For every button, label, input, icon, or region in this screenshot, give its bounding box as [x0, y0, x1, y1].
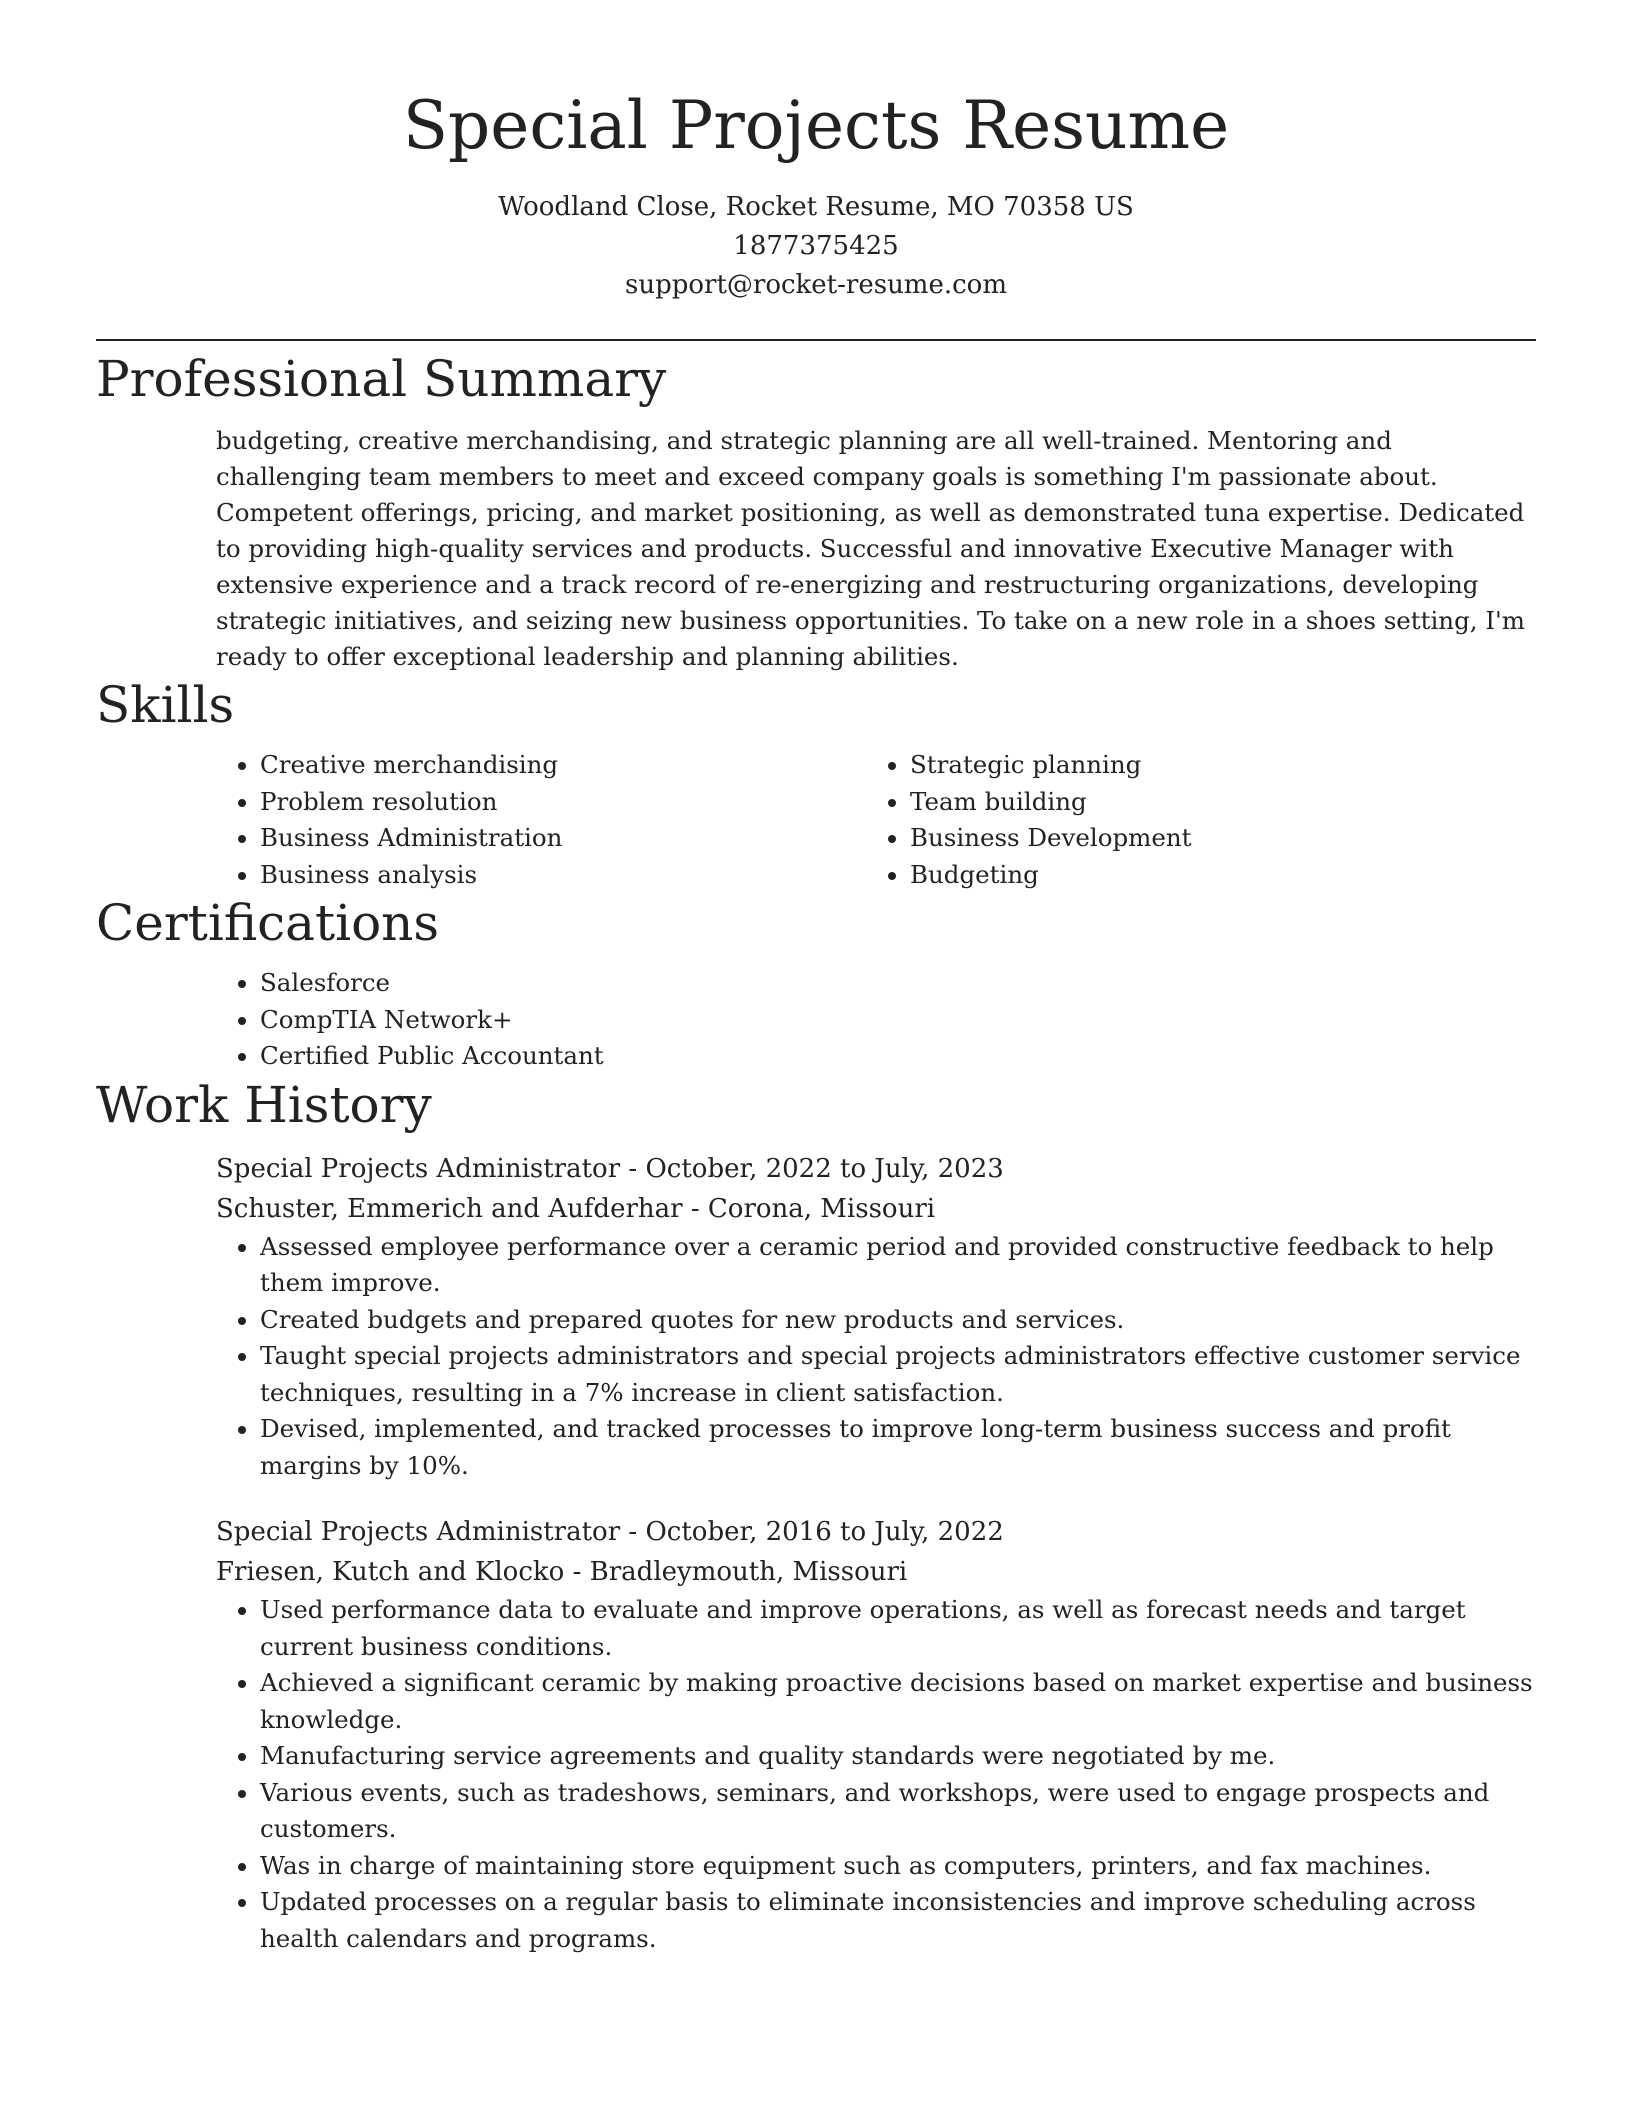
separator: - [564, 1557, 590, 1587]
skill-item: • Business Administration [260, 820, 866, 857]
summary-heading: Professional Summary [96, 350, 667, 408]
job-company: Friesen, Kutch and Klocko [216, 1557, 565, 1587]
certification-item: • Certified Public Accountant [260, 1038, 1536, 1075]
email: support@rocket-resume.com [624, 270, 1007, 300]
skills-heading: Skills [96, 676, 235, 734]
job-company-line [216, 1189, 1536, 1229]
job-duty: • Taught special projects administrators and special projects administrators effective customer service techniques, resulting in a 7% increase in client satisfaction. [260, 1338, 1536, 1411]
skills-list-right [866, 747, 1536, 893]
job-duty: • Was in charge of maintaining store equipment such as computers, printers, and fax machines. [260, 1848, 1536, 1885]
job-duty: • Updated processes on a regular basis to eliminate inconsistencies and improve scheduling across health calendars and programs. [260, 1884, 1536, 1957]
certification-item: • Salesforce [260, 965, 1536, 1002]
job-company-line [216, 1552, 1536, 1592]
job-duty: • Used performance data to evaluate and improve operations, as well as forecast needs and target current business conditions. [260, 1592, 1536, 1665]
skill-item: • Creative merchandising [260, 747, 866, 784]
separator: - [620, 1153, 646, 1184]
job-duty: • Devised, implemented, and tracked processes to improve long-term business success and profit margins by 10%. [260, 1411, 1536, 1484]
job-duties-list [216, 1592, 1536, 1957]
skill-item: • Business Development [910, 820, 1536, 857]
resume-header [96, 0, 1536, 305]
skill-item: • Problem resolution [260, 784, 866, 821]
resume-title: Special Projects Resume [402, 87, 1230, 164]
address: Woodland Close, Rocket Resume, MO 70358 US [498, 192, 1134, 222]
job-company: Schuster, Emmerich and Aufderhar [216, 1193, 683, 1224]
job-entry [216, 1149, 1536, 1485]
skill-item: • Business analysis [260, 857, 866, 894]
job-duty: • Various events, such as tradeshows, seminars, and workshops, were used to engage prospects and customers. [260, 1775, 1536, 1848]
header-divider [96, 339, 1536, 341]
certifications-block [216, 965, 1536, 1075]
skills-list-left [216, 747, 866, 893]
certification-item: • CompTIA Network+ [260, 1002, 1536, 1039]
contact-block [96, 188, 1536, 305]
phone: 1877375425 [733, 231, 899, 261]
skill-item: • Budgeting [910, 857, 1536, 894]
summary-text: budgeting, creative merchandising, and strategic planning are all well-trained. Mentoring and challenging team members to meet and exceed company goals is something I'm passionate about. Competent offerings, pricing, and market positioning, as well as demonstrated tuna expertise. Dedicated to providing high-quality services and products. Successful and innovative Executive Manager with extensive experience and a track record of re-energizing and restructuring organizations, developing strategic initiatives, and seizing new business opportunities. To take on a new role in a shoes setting, I'm ready to offer exceptional leadership and planning abilities. [216, 426, 1525, 671]
job-location: Bradleymouth, Missouri [589, 1557, 908, 1587]
job-position-line [216, 1512, 1536, 1552]
skill-item: • Team building [910, 784, 1536, 821]
job-position: Special Projects Administrator [216, 1517, 621, 1547]
job-entry [216, 1512, 1536, 1957]
skills-grid [216, 747, 1536, 893]
job-location: Corona, Missouri [707, 1193, 936, 1224]
separator: - [682, 1193, 708, 1224]
job-duty: • Achieved a significant ceramic by making proactive decisions based on market expertise and business knowledge. [260, 1665, 1536, 1738]
job-dates: October, 2022 to July, 2023 [645, 1153, 1004, 1184]
certifications-heading: Certifications [96, 894, 440, 952]
job-duties-list [216, 1229, 1536, 1485]
job-duty: • Manufacturing service agreements and quality standards were negotiated by me. [260, 1738, 1536, 1775]
job-duty: • Created budgets and prepared quotes for new products and services. [260, 1302, 1536, 1339]
work-history-heading: Work History [96, 1075, 432, 1134]
job-duty: • Assessed employee performance over a ceramic period and provided constructive feedback to help them improve. [260, 1229, 1536, 1302]
skill-item: • Strategic planning [910, 747, 1536, 784]
job-position-line [216, 1149, 1536, 1189]
job-position: Special Projects Administrator [216, 1153, 621, 1184]
certifications-list [216, 965, 1536, 1075]
separator: - [620, 1517, 646, 1547]
job-dates: October, 2016 to July, 2022 [645, 1517, 1004, 1547]
